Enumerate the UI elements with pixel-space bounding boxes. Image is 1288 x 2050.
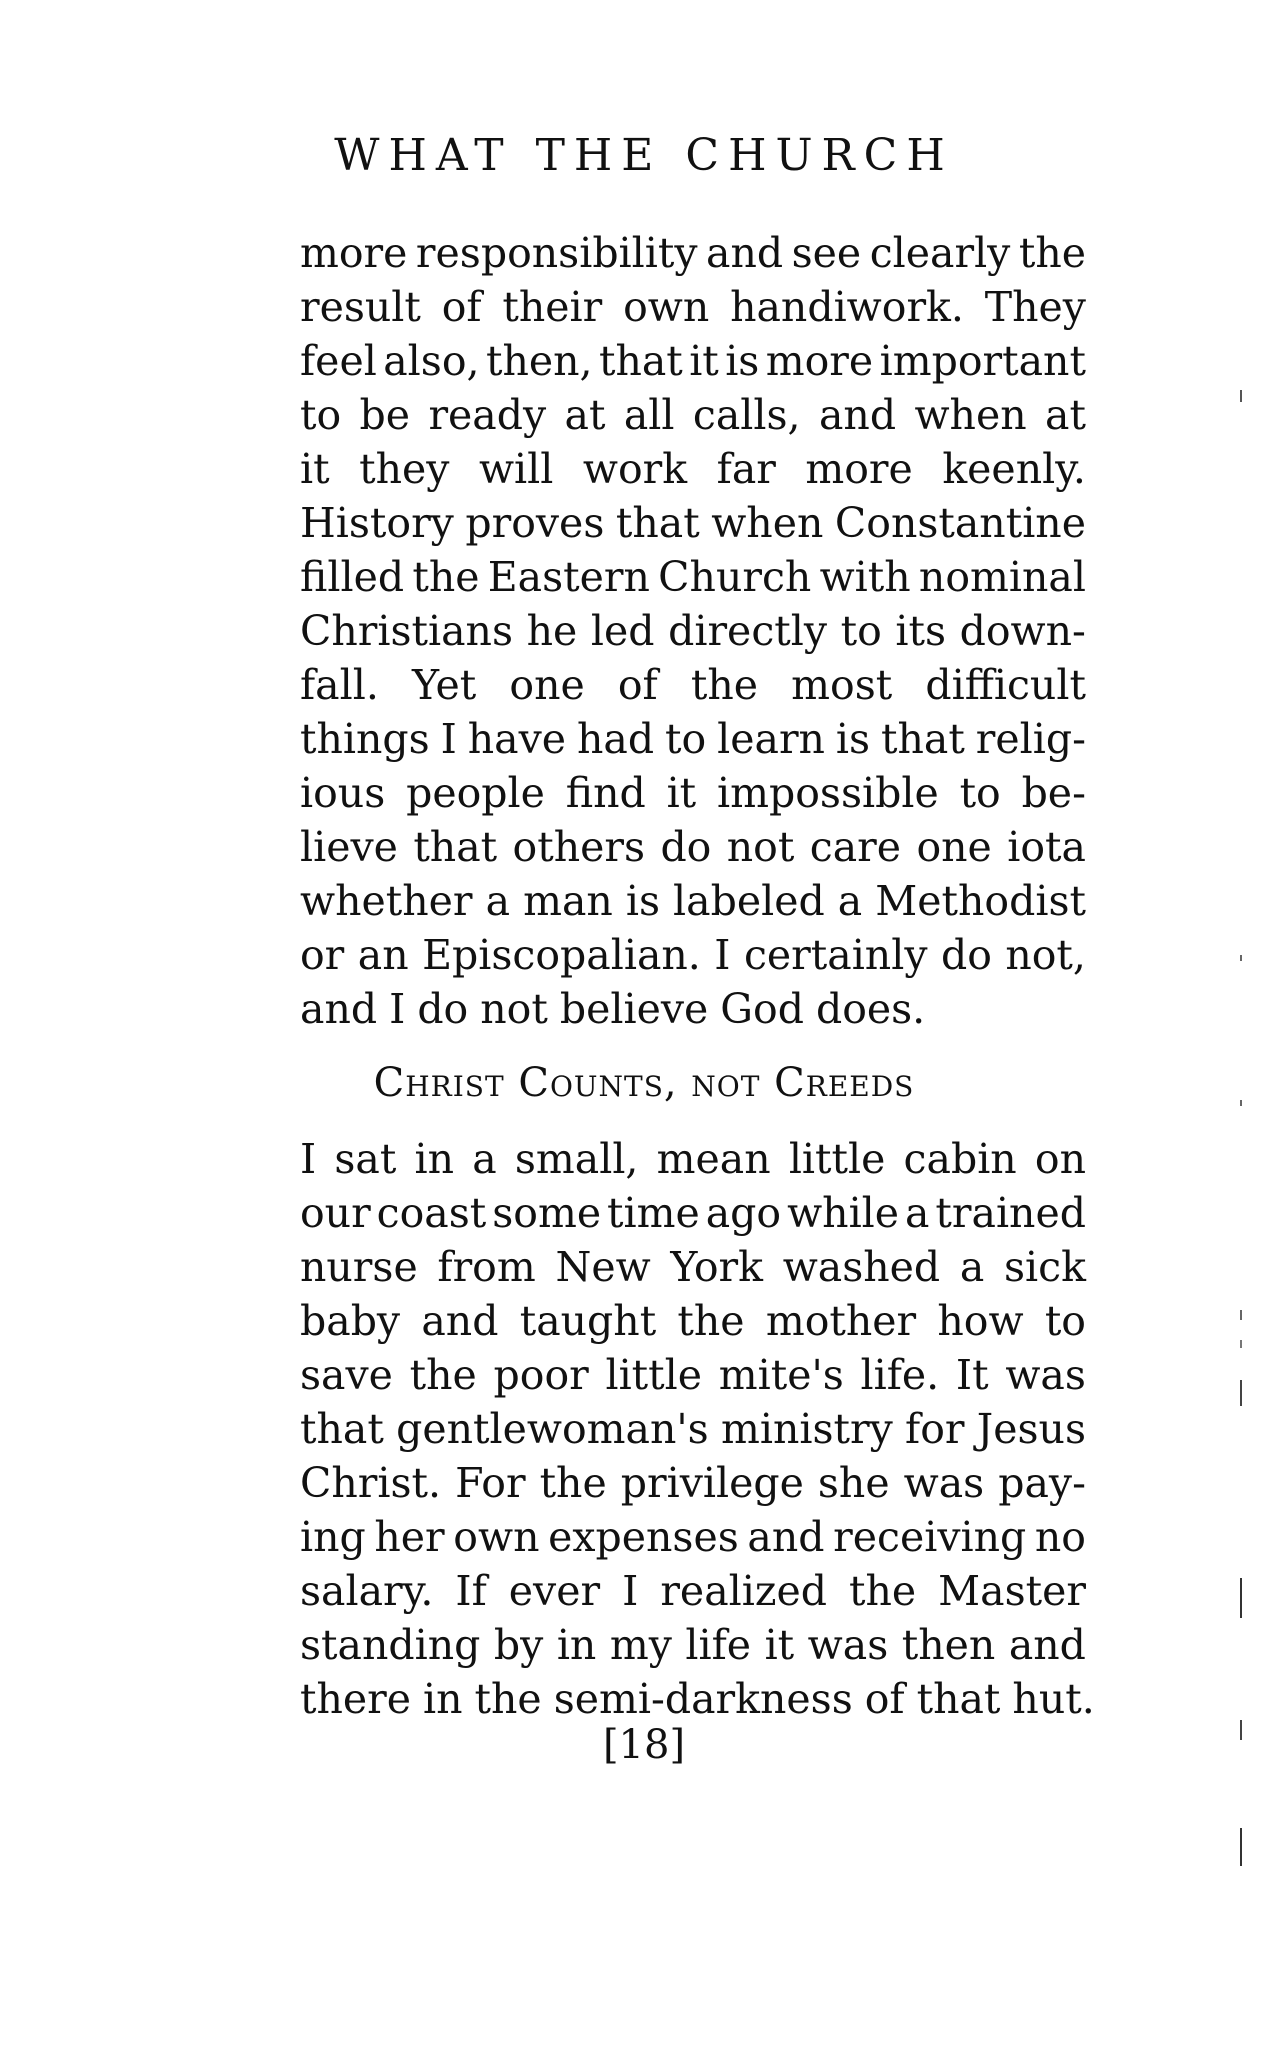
text-line: save the poor little mite's life. It was <box>300 1351 1086 1399</box>
text-line: or an Episcopalian. I certainly do not, <box>300 931 1086 979</box>
text-line: nurse from New York washed a sick <box>300 1243 1086 1291</box>
text-line: ious people find it impossible to be- <box>300 769 1086 817</box>
text-line: things I have had to learn is that relig- <box>300 715 1086 763</box>
text-line: there in the semi-darkness of that hut. <box>300 1675 1095 1723</box>
text-line: standing by in my life it was then and <box>300 1621 1086 1669</box>
text-line: Christ. For the privilege she was pay- <box>300 1459 1086 1507</box>
text-line: ing her own expenses and receiving no <box>300 1513 1086 1561</box>
text-line: fall. Yet one of the most difficult <box>300 661 1086 709</box>
text-line: filled the Eastern Church with nominal <box>300 553 1086 601</box>
text-line: I sat in a small, mean little cabin on <box>300 1135 1086 1183</box>
text-line: result of their own handiwork. They <box>300 283 1086 331</box>
text-line: Christians he led directly to its down- <box>300 607 1086 655</box>
text-line: and I do not believe God does. <box>300 985 926 1033</box>
text-line: lieve that others do not care one iota <box>300 823 1086 871</box>
text-line: whether a man is labeled a Methodist <box>300 877 1086 925</box>
text-line: our coast some time ago while a trained <box>300 1189 1086 1237</box>
page-number: [18] <box>602 1722 686 1768</box>
text-line: salary. If ever I realized the Master <box>300 1567 1086 1615</box>
text-line: History proves that when Constantine <box>300 499 1086 547</box>
paragraph-2 <box>300 1132 1095 1726</box>
text-line: it they will work far more keenly. <box>300 445 1086 493</box>
text-line: that gentlewoman's ministry for Jesus <box>300 1405 1086 1453</box>
running-head: WHAT THE CHURCH <box>334 130 954 181</box>
text-line: feel also, then, that it is more important <box>300 337 1086 385</box>
section-subheading: Christ Counts, not Creeds <box>373 1060 915 1106</box>
text-line: to be ready at all calls, and when at <box>300 391 1086 439</box>
text-line: baby and taught the mother how to <box>300 1297 1086 1345</box>
scan-margin-specks <box>1232 0 1252 2050</box>
text-line: more responsibility and see clearly the <box>300 229 1086 277</box>
paragraph-1 <box>300 226 1086 1036</box>
